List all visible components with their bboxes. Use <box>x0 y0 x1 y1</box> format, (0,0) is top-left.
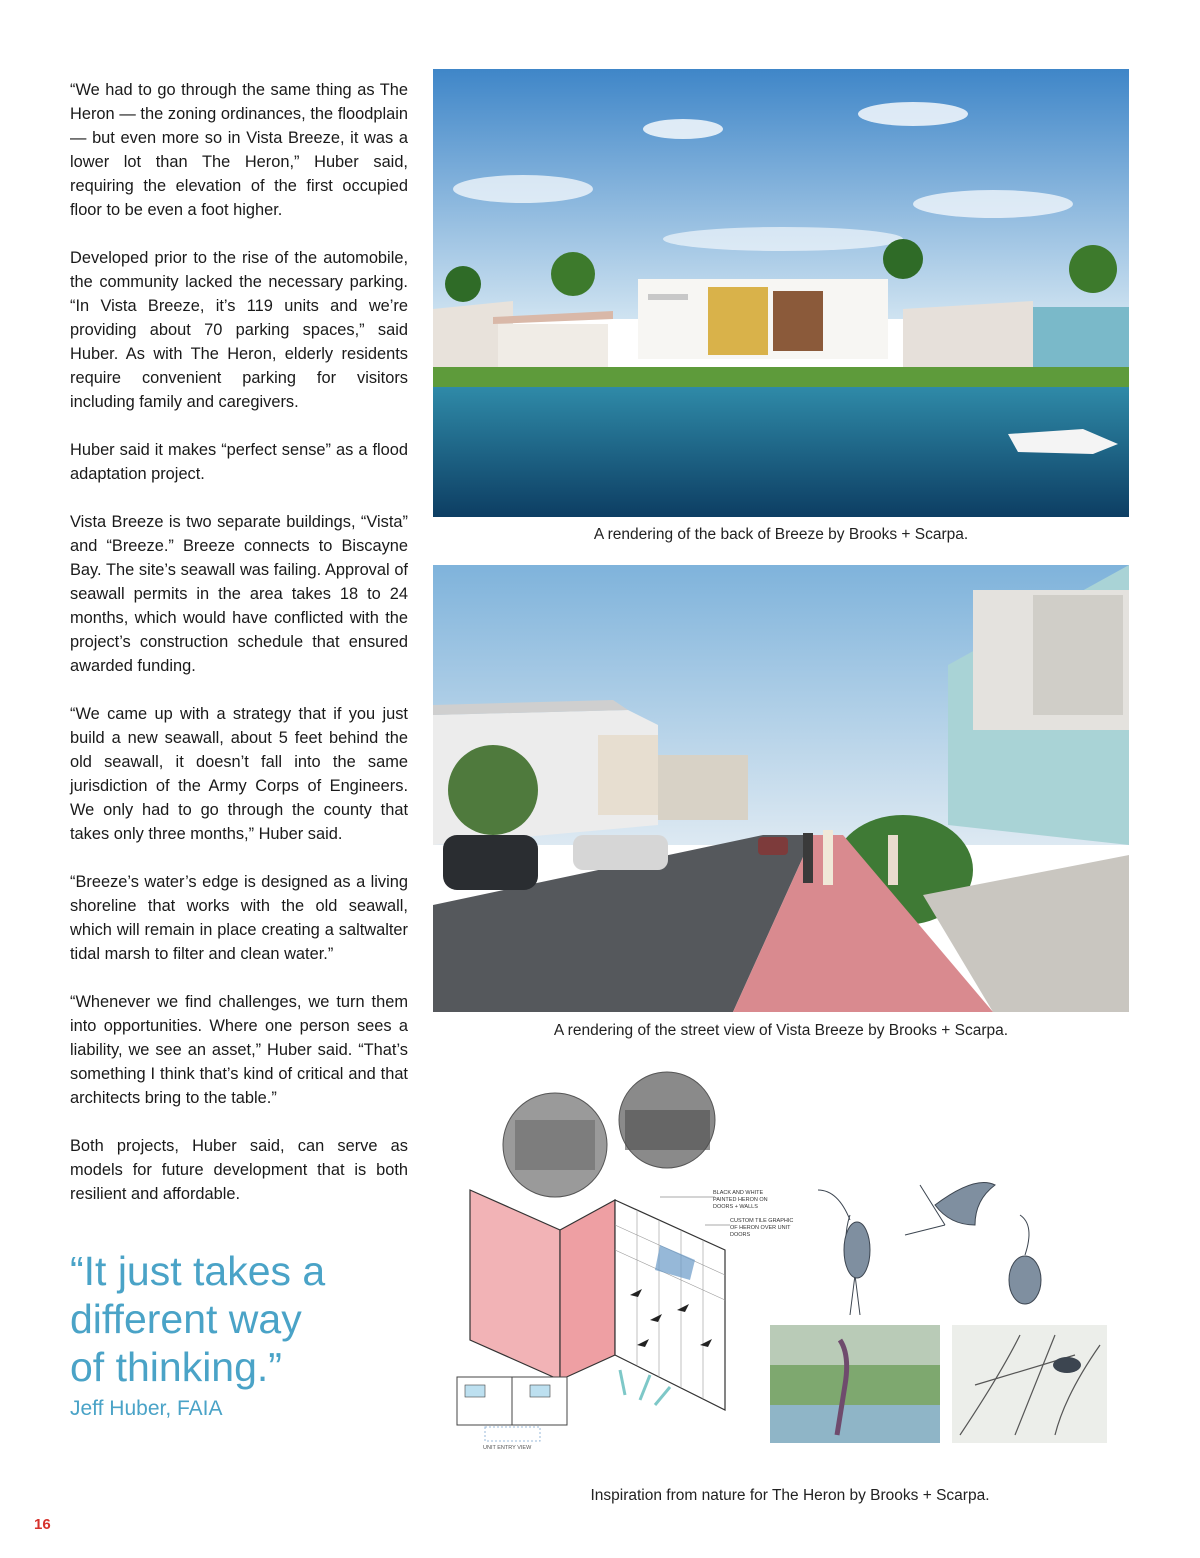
pull-quote-attribution: Jeff Huber, FAIA <box>70 1397 223 1420</box>
figure-caption: A rendering of the back of Breeze by Brooks + Scarpa. <box>593 526 969 543</box>
vista-breeze-street-rendering <box>433 565 1129 1012</box>
figure-caption: Inspiration from nature for The Heron by Brooks + Scarpa. <box>590 1487 990 1504</box>
article-paragraph: “Breeze’s water’s edge is designed as a living shoreline that works with the old seawall, which will remain in place creating a saltwalter tidal marsh to filter and clean water.” <box>70 873 408 963</box>
pull-quote-line: different way <box>70 1296 302 1342</box>
article-paragraph: Both projects, Huber said, can serve as models for future development that is both resilient and affordable. <box>70 1137 408 1203</box>
pull-quote-line: “It just takes a <box>70 1248 326 1294</box>
pull-quote <box>70 1247 410 1391</box>
article-paragraph: Developed prior to the rise of the automobile, the community lacked the necessary parking. “In Vista Breeze, it’s 119 units and we’re providing about 70 parking spaces,” said Huber. As with The Heron, elderly residents require convenient parking for visitors including family and caregivers. <box>70 249 408 411</box>
article-paragraph: Huber said it makes “perfect sense” as a flood adaptation project. <box>70 441 408 483</box>
heron-inspiration-collage <box>455 1065 1125 1450</box>
diagram-annotation: UNIT ENTRY VIEW <box>483 1445 532 1450</box>
breeze-back-rendering <box>433 69 1129 517</box>
article-body <box>70 78 408 1230</box>
page-number: 16 <box>34 1516 51 1533</box>
article-paragraph: “We had to go through the same thing as The Heron — the zoning ordinances, the floodplain — but even more so in Vista Breeze, it was a lower lot than The Heron,” Huber said, requiring the elevation of the first occupied floor to be even a foot higher. <box>70 81 408 219</box>
pull-quote-line: of thinking.” <box>70 1344 282 1390</box>
article-paragraph: “Whenever we find challenges, we turn them into opportunities. Where one person sees a liability, we see an asset,” Huber said. “That’s something I think that’s kind of critical and that architects bring to the table.” <box>70 993 408 1107</box>
article-paragraph: Vista Breeze is two separate buildings, “Vista” and “Breeze.” Breeze connects to Biscayne Bay. The site’s seawall was failing. Approval of seawall permits in the area takes 18 to 24 months, which would have conflicted with the project’s construction schedule that ensured awarded funding. <box>70 513 408 675</box>
article-paragraph: “We came up with a strategy that if you just build a new seawall, about 5 feet behind the old seawall, it doesn’t fall into the same jurisdiction of the Army Corps of Engineers. We only had to go through the county that takes only three months,” Huber said. <box>70 705 408 843</box>
figure-caption: A rendering of the street view of Vista Breeze by Brooks + Scarpa. <box>553 1022 1009 1039</box>
diagram-annotation: BLACK AND WHITE PAINTED HERON ON DOORS + WALLS <box>713 1190 768 1210</box>
diagram-annotation: CUSTOM TILE GRAPHIC OF HERON OVER UNIT DOORS <box>730 1218 794 1238</box>
